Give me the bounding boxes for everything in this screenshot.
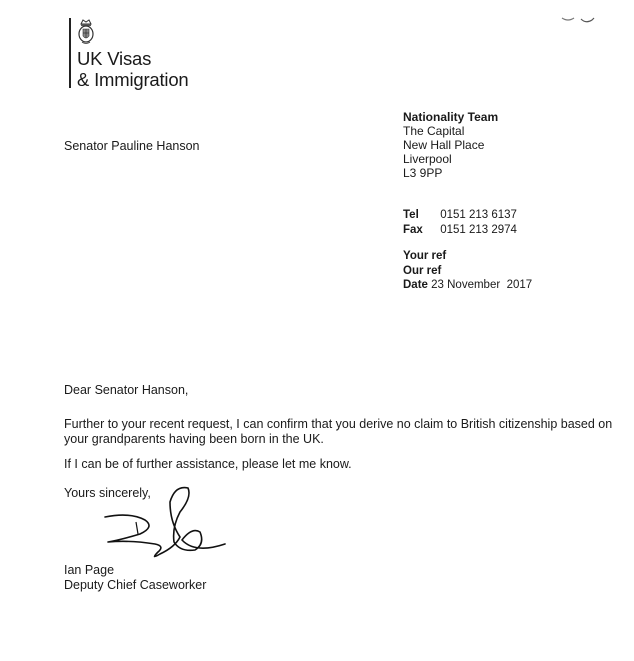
body-paragraph: If I can be of further assistance, please let me know.: [64, 457, 352, 471]
reference-block: [403, 249, 532, 293]
closing: Yours sincerely,: [64, 486, 151, 500]
letterhead-line2: & Immigration: [77, 69, 189, 90]
letterhead-divider: [69, 18, 71, 88]
team-name: Nationality Team: [403, 110, 499, 124]
tel-value: 0151 213 6137: [440, 209, 517, 221]
signatory-title: Deputy Chief Caseworker: [64, 578, 207, 592]
fax-label: Fax: [403, 224, 423, 236]
address-line: Liverpool: [403, 152, 452, 166]
recipient-name: Senator Pauline Hanson: [64, 139, 200, 153]
our-ref-label: Our ref: [403, 264, 442, 277]
date-value: 23 November 2017: [431, 279, 533, 291]
signatory: [64, 563, 206, 593]
address-line: New Hall Place: [403, 138, 485, 152]
tel-row: [403, 208, 517, 223]
fax-value: 0151 213 2974: [440, 224, 517, 236]
letterhead-line1: UK Visas: [77, 48, 152, 69]
royal-crest-icon: [77, 18, 95, 46]
letterhead-title: [77, 48, 189, 90]
salutation: Dear Senator Hanson,: [64, 383, 189, 397]
date-row: [403, 278, 532, 293]
date-label: Date: [403, 279, 428, 291]
body-paragraph: Further to your recent request, I can confirm that you derive no claim to British citizenship based on your grandparents having been born in the UK.: [64, 417, 613, 446]
scan-mark: [560, 10, 600, 30]
signatory-name: Ian Page: [64, 563, 115, 577]
handwritten-signature: [100, 482, 250, 567]
contact-block: [403, 208, 517, 238]
address-line: L3 9PP: [403, 166, 443, 180]
address-line: The Capital: [403, 124, 465, 138]
fax-row: [403, 223, 517, 238]
sender-address: [403, 110, 498, 180]
tel-label: Tel: [403, 209, 419, 221]
your-ref-label: Your ref: [403, 250, 447, 262]
